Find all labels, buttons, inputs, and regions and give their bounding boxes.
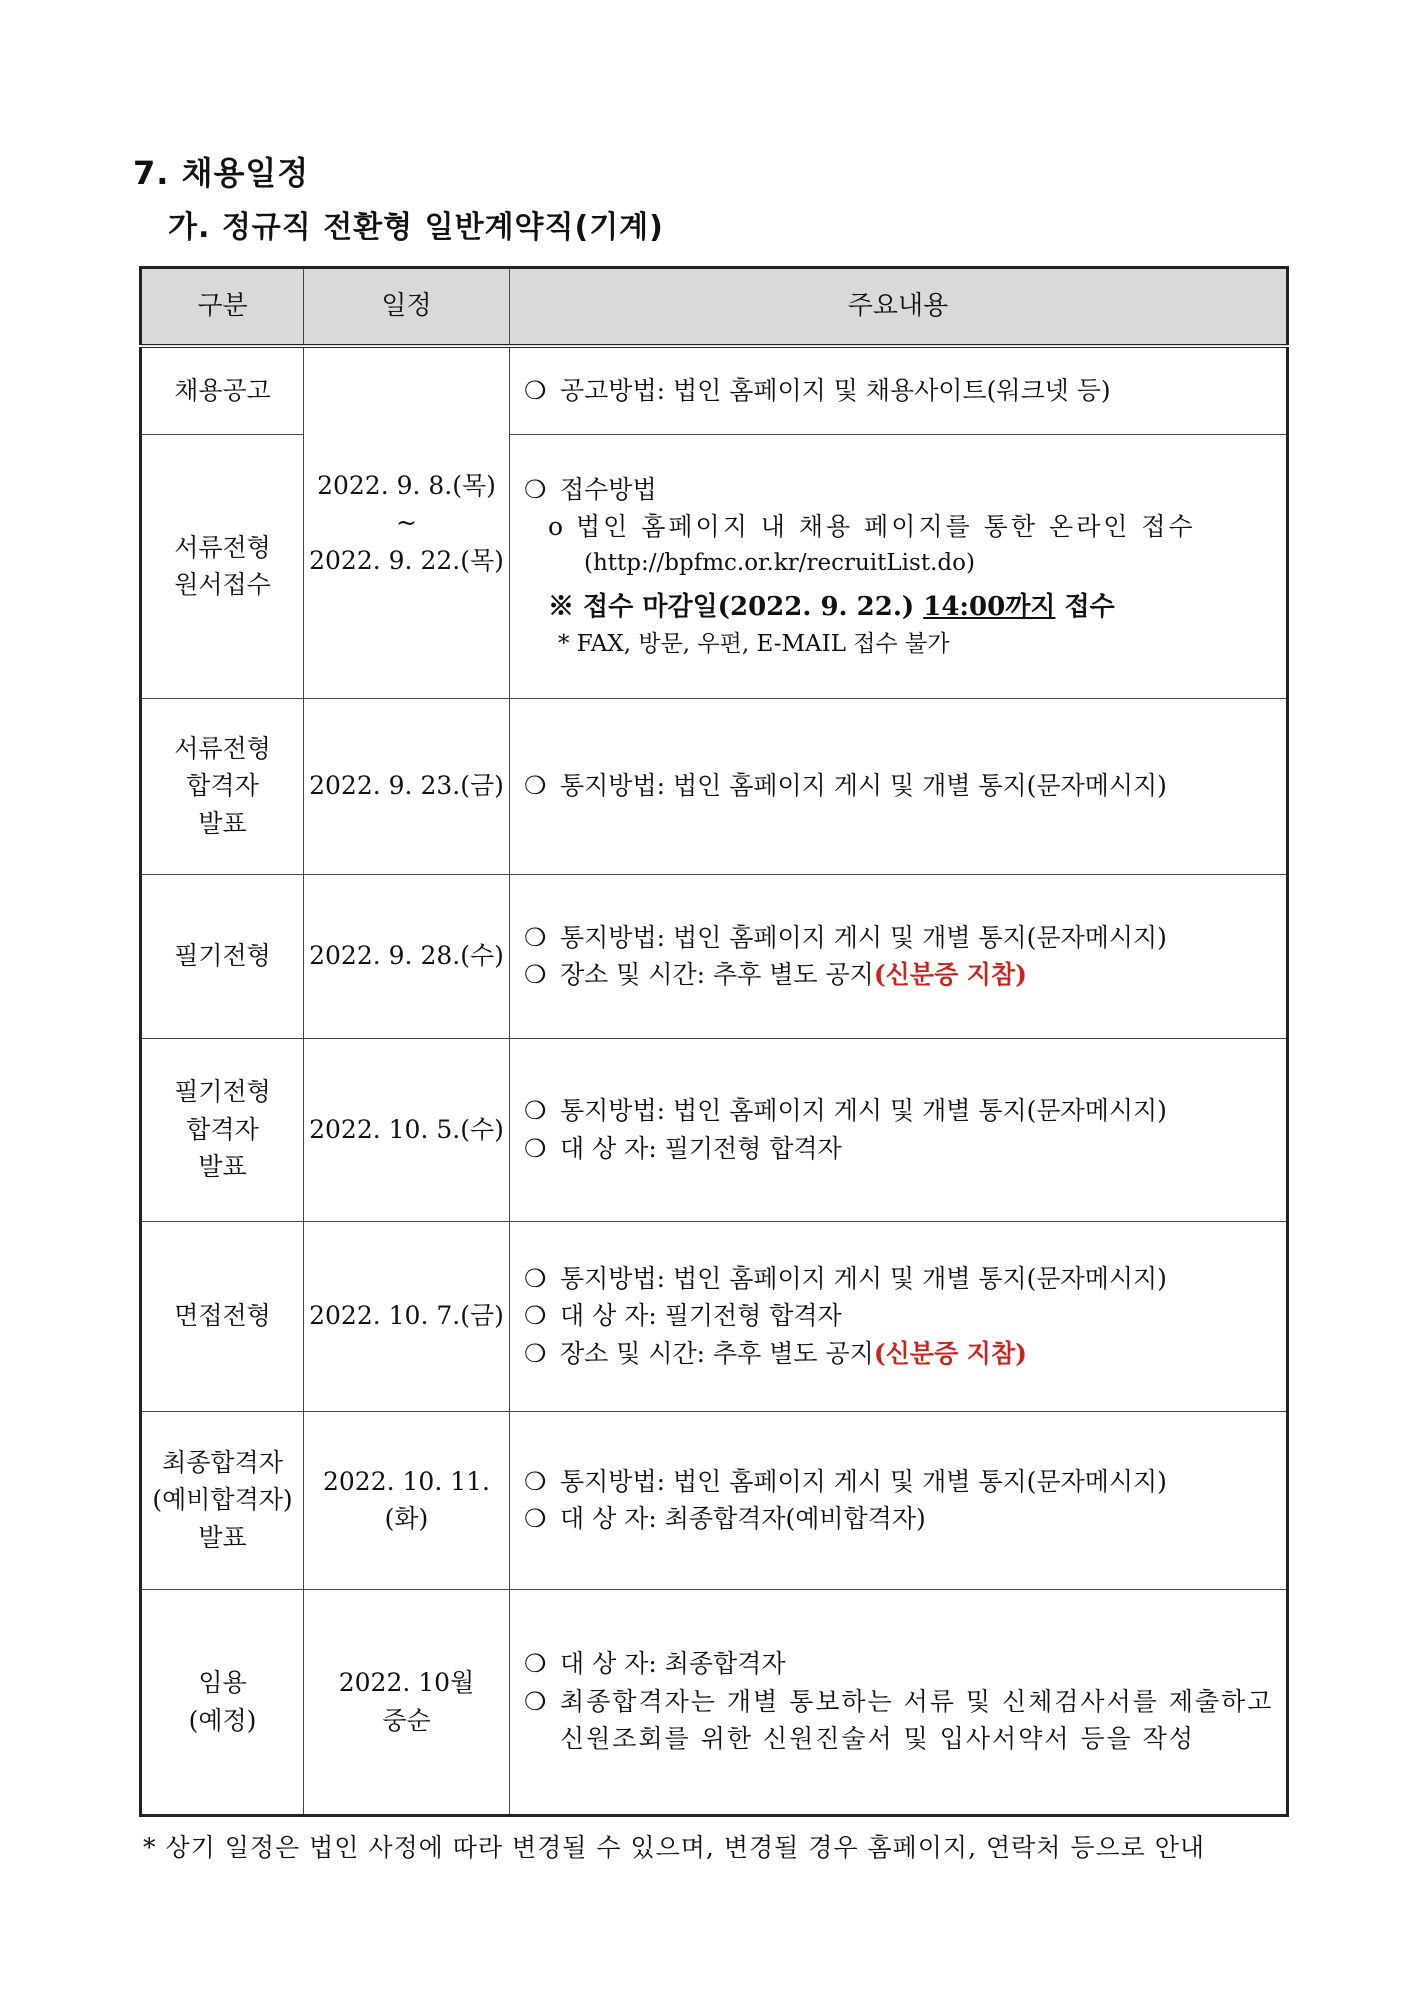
table-row [141, 698, 1288, 874]
section-title: 7. 채용일정 [133, 154, 310, 192]
row-content: ❍ 대 상 자: 최종합격자 ❍ 최종합격자는 개별 통보하는 서류 및 신체검사서를 제출하고 신원조회를 위한 신원진술서 및 입사서약서 등을 작성 [510, 1589, 1288, 1815]
row-date: 2022. 9. 8.(목) ~ 2022. 9. 22.(목) [304, 346, 510, 698]
footer-note: * 상기 일정은 법인 사정에 따라 변경될 수 있으며, 변경될 경우 홈페이지, 연락처 등으로 안내 [143, 1833, 1206, 1862]
row-category: 면접전형 [141, 1221, 304, 1411]
row-category: 서류전형 원서접수 [141, 434, 304, 698]
row-date: 2022. 9. 28.(수) [304, 874, 510, 1038]
row-category: 서류전형 합격자 발표 [141, 698, 304, 874]
row-content: ❍ 통지방법: 법인 홈페이지 게시 및 개별 통지(문자메시지) ❍ 대 상 자: 최종합격자(예비합격자) [510, 1411, 1288, 1589]
table-row [141, 1589, 1288, 1815]
table-row [141, 1411, 1288, 1589]
table-row [141, 1221, 1288, 1411]
table-row [141, 346, 1288, 434]
row-content: ❍ 통지방법: 법인 홈페이지 게시 및 개별 통지(문자메시지) ❍ 장소 및 시간: 추후 별도 공지(신분증 지참) [510, 874, 1288, 1038]
row-date: 2022. 10월 중순 [304, 1589, 510, 1815]
section-subtitle: 가. 정규직 전환형 일반계약직(기계) [168, 210, 664, 245]
deadline-note: ※ 접수 마감일(2022. 9. 22.) 14:00까지 접수 [548, 592, 1115, 622]
row-date: 2022. 10. 5.(수) [304, 1038, 510, 1221]
row-content: ❍ 통지방법: 법인 홈페이지 게시 및 개별 통지(문자메시지) [510, 698, 1288, 874]
restriction-note: * FAX, 방문, 우편, E-MAIL 접수 불가 [558, 631, 950, 657]
row-date: 2022. 10. 11.(화) [304, 1411, 510, 1589]
header-date: 일정 [304, 268, 510, 347]
row-category: 필기전형 [141, 874, 304, 1038]
row-category: 필기전형 합격자 발표 [141, 1038, 304, 1221]
row-content: ❍ 통지방법: 법인 홈페이지 게시 및 개별 통지(문자메시지) ❍ 대 상 자: 필기전형 합격자 [510, 1038, 1288, 1221]
header-category: 구분 [141, 268, 304, 347]
row-content: ❍ 공고방법: 법인 홈페이지 및 채용사이트(워크넷 등) [510, 346, 1288, 434]
row-content: ❍ 접수방법 o 법인 홈페이지 내 채용 페이지를 통한 온라인 접수 (http://bpfmc.or.kr/recruitList.do) ※ 접수 마감일(2022. 9. 22.) 14:00까지 접수 * FAX, 방문, 우편, E-MAIL 접수 불가 [510, 434, 1288, 698]
recruit-url: (http://bpfmc.or.kr/recruitList.do) [584, 549, 975, 576]
schedule-table [139, 266, 1289, 1817]
table-row [141, 1038, 1288, 1221]
row-date: 2022. 9. 23.(금) [304, 698, 510, 874]
row-category: 임용 (예정) [141, 1589, 304, 1815]
table-row [141, 874, 1288, 1038]
row-category: 최종합격자 (예비합격자) 발표 [141, 1411, 304, 1589]
table-header-row [141, 268, 1288, 347]
header-content: 주요내용 [510, 268, 1288, 347]
row-date: 2022. 10. 7.(금) [304, 1221, 510, 1411]
row-category: 채용공고 [141, 346, 304, 434]
row-content: ❍ 통지방법: 법인 홈페이지 게시 및 개별 통지(문자메시지) ❍ 대 상 자: 필기전형 합격자 ❍ 장소 및 시간: 추후 별도 공지(신분증 지참) [510, 1221, 1288, 1411]
